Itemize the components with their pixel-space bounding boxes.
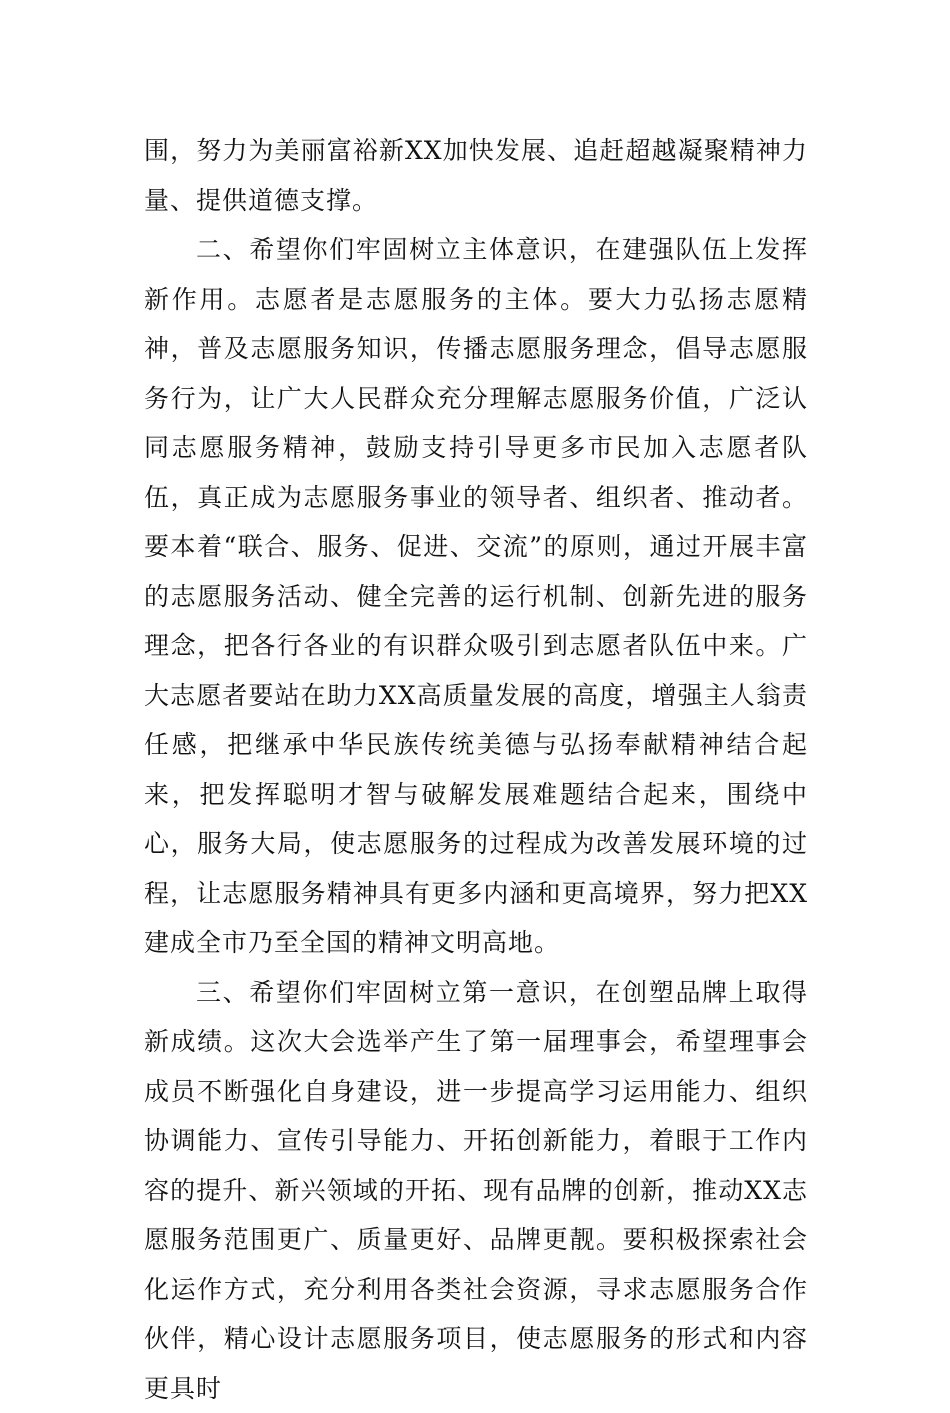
document-body [144,126,808,1413]
paragraph-point-three: 三、希望你们牢固树立第一意识，在创塑品牌上取得新成绩。这次大会选举产生了第一届理事会，希望理事会成员不断强化自身建设，进一步提高学习运用能力、组织协调能力、宣传引导能力、开拓创新能力，着眼于工作内容的提升、新兴领域的开拓、现有品牌的创新，推动XX志愿服务范围更广、质量更好、品牌更靓。要积极探索社会化运作方式，充分利用各类社会资源，寻求志愿服务合作伙伴，精心设计志愿服务项目，使志愿服务的形式和内容更具时 [144,968,808,1413]
paragraph-point-two: 二、希望你们牢固树立主体意识，在建强队伍上发挥新作用。志愿者是志愿服务的主体。要大力弘扬志愿精神，普及志愿服务知识，传播志愿服务理念，倡导志愿服务行为，让广大人民群众充分理解志愿服务价值，广泛认同志愿服务精神，鼓励支持引导更多市民加入志愿者队伍，真正成为志愿服务事业的领导者、组织者、推动者。要本着“联合、服务、促进、交流”的原则，通过开展丰富的志愿服务活动、健全完善的运行机制、创新先进的服务理念，把各行各业的有识群众吸引到志愿者队伍中来。广大志愿者要站在助力XX高质量发展的高度，增强主人翁责任感，把继承中华民族传统美德与弘扬奉献精神结合起来，把发挥聪明才智与破解发展难题结合起来，围绕中心，服务大局，使志愿服务的过程成为改善发展环境的过程，让志愿服务精神具有更多内涵和更高境界，努力把XX建成全市乃至全国的精神文明高地。 [144,225,808,968]
paragraph-continuation: 围，努力为美丽富裕新XX加快发展、追赶超越凝聚精神力量、提供道德支撑。 [144,126,808,225]
